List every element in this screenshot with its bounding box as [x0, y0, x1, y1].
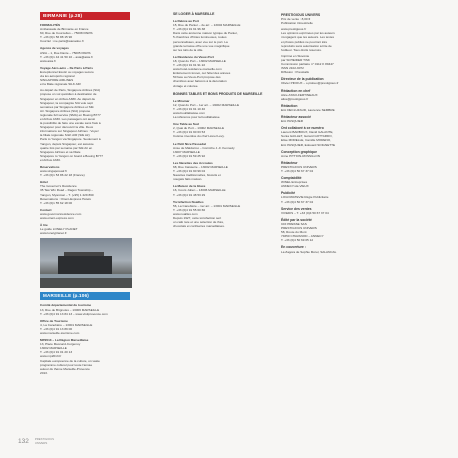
- info-line: Les opinions exprimées par les auteurs: [281, 31, 335, 36]
- info-line: T. +33 (0)4 91 90 99 04: [173, 169, 206, 174]
- info-line: et Airbus A330.: [40, 157, 61, 162]
- block-title: Office de Tourisme: [40, 318, 68, 323]
- info-line: un café rare et une sélection de thés,: [173, 220, 224, 225]
- venue-name: Torréfaction Noailles: [173, 199, 204, 204]
- info-line: La Zagora de Sophie Morel, SALANCAL: [281, 249, 337, 254]
- info-block: [40, 223, 130, 235]
- venue-name: La Relève au Port: [173, 19, 199, 24]
- info-block: [281, 161, 393, 173]
- info-line: reproduits sans autorisation écrite de: [281, 43, 332, 48]
- info-line: Au départ de Paris, Singapore Airlines (SIA): [40, 88, 101, 93]
- info-line: Cuisine inventive du chef Lionel Lévy.: [173, 134, 225, 139]
- lodging-list: [173, 19, 272, 88]
- info-line: www.hotel-residence-marseille.com: [173, 67, 222, 72]
- venue-name: La Résidence du Vieux-Port: [173, 54, 214, 59]
- info-line: T. +33 (0)4 91 91 10 40: [173, 106, 206, 111]
- info-line: T. +33 (0)4 50 69 05 12: [281, 238, 314, 243]
- info-line: T. +33 (0)4 91 91 96 38: [173, 27, 206, 32]
- info-line: et Airbus A330. Les passagers ont aussi: [40, 116, 96, 121]
- info-block: [281, 54, 393, 74]
- info-line: la possibilité de faire une escale sans frais à: [40, 121, 101, 126]
- info-line: Yangon, Myanmar – T. (+95) 1 229 860: [40, 192, 94, 197]
- info-line: 2, Quai du Port – 13002 MARSEILLE: [173, 126, 225, 131]
- info-line: vintage et colorée.: [173, 83, 199, 88]
- info-line: propose un vol quotidien à destination de: [40, 92, 97, 97]
- column-left: [40, 12, 130, 375]
- block-title: Hôtel: [40, 180, 48, 185]
- info-block: [40, 338, 130, 375]
- info-line: Ambassade de Birmanie en France: [40, 27, 89, 32]
- block-title: FORMALITÉS: [40, 23, 61, 27]
- masthead-heading: Rédacteur associé: [281, 114, 311, 119]
- info-line: Depuis 1927, cette torréfaction sert: [173, 216, 222, 221]
- info-block: [173, 55, 272, 88]
- info-line: The Governor's Residence: [40, 184, 77, 189]
- info-block: [281, 126, 393, 146]
- info-line: personnalisées, avec vue sur le port. La: [173, 39, 228, 44]
- info-line: 60, Rue de Courcelles – 75008 PARIS: [40, 31, 93, 36]
- block-title: Agence de voyages: [40, 46, 69, 51]
- info-line: Imprimé en Slovénie: [281, 53, 310, 58]
- info-line: www.asia.fr: [40, 58, 56, 63]
- info-block: [40, 208, 130, 220]
- info-line: VIVEDIS – T. +33 (0)4 50 67 37 04: [281, 210, 329, 215]
- info-block: [173, 200, 272, 229]
- info-line: Dans cette ancienne maison typique du Panier,: [173, 31, 238, 36]
- info-line: T. +33 (0)4 91 55 60 66: [173, 207, 206, 212]
- venue-name: La Maison de la Glace: [173, 184, 206, 189]
- info-line: Exceptionnel Exotic ou voyages secure: [40, 69, 94, 74]
- info-block: [281, 115, 393, 123]
- info-block: [281, 104, 393, 112]
- info-line: et photos publiés ne pourront être: [281, 39, 328, 44]
- info-line: www.marseille-tourisme.com: [40, 330, 80, 335]
- masthead-heading: Rédaction en chef: [281, 88, 311, 93]
- info-line: www.governorsresidence.com: [40, 211, 82, 216]
- info-line: T. +33 (0)4 91 01 20 13: [40, 350, 73, 355]
- masthead-heading: Ont collaboré à ce numéro: [281, 126, 324, 131]
- info-line: Singapour pour découvrir la ville. Deux: [40, 125, 94, 130]
- info-line: Le guide LONELY PLANET: [40, 227, 78, 232]
- info-block: [281, 150, 393, 158]
- info-line: Singapore Airlines et sa filiale: [40, 149, 81, 154]
- info-line: ISSN 2102-9072: [281, 66, 304, 71]
- food-heading: BONNES TABLES ET BONS PRODUITS DE MARSEILLE: [173, 91, 263, 96]
- info-line: 56, La Canebière – 1er arr. – 13001 MARSEILLE: [173, 203, 241, 208]
- section-birmanie-body: [40, 23, 130, 235]
- page-footer: [18, 438, 54, 445]
- info-block: [173, 161, 272, 181]
- info-line: www.orient-express.com: [40, 216, 74, 221]
- info-line: Laurent BARBOUX, David GALANTE,: [281, 130, 334, 135]
- info-line: 12, Quai du Port – 1er arr. – 13002 MARSEILLE: [173, 102, 240, 107]
- section-header-birmanie: BIRMANIE (p.28): [40, 12, 130, 20]
- info-line: Prix de vente : 8,00 €: [281, 17, 311, 22]
- info-line: régionale full service (SMA) en Boeing B777: [40, 112, 101, 117]
- info-line: Capitale européenne de la culture, un vaste: [40, 358, 100, 363]
- info-line: Diffusion : Presstalis: [281, 70, 309, 75]
- info-block: [40, 165, 130, 177]
- info-block: [281, 27, 393, 52]
- info-block: [40, 319, 130, 335]
- info-block: [173, 142, 272, 158]
- info-line: 15, Rue du Panier – 2e arr. – 13002 MARSEILLE: [173, 23, 241, 28]
- info-line: PRESTIGIOUS UNIVERS: [281, 226, 317, 231]
- info-line: T. +33 (0)1 55 62 18 00: [40, 200, 73, 205]
- info-line: www.bouillabaisse.com: [173, 110, 205, 115]
- info-block: [173, 184, 272, 196]
- masthead-heading: Publicité: [281, 191, 296, 196]
- info-line: 74650 CHAVANOD – ANNECY: [281, 234, 324, 239]
- info-line: Eric DECLUZAUD, Laurence SEMBRE: [281, 107, 335, 112]
- info-line: Air. Singapore Airlines (SIA) propose: [40, 108, 91, 113]
- info-line: ANNECY-LE-VIEUX: [281, 184, 309, 189]
- block-title: À lire: [40, 223, 48, 228]
- info-line: T. +33 (0)4 91 13 84 13 – www.visitprovence.com: [40, 311, 108, 316]
- info-line: 2013.: [40, 370, 48, 375]
- info-block: [173, 99, 272, 119]
- info-line: grande terrasse offre une vue magnifique: [173, 43, 230, 48]
- info-line: 13002 MARSEILLE: [40, 346, 67, 351]
- masthead-heading: Directeur de la publication: [281, 77, 324, 82]
- info-line: Yangon, depuis Singapour, est assurée: [40, 141, 94, 146]
- info-line: Singapour, la compagnie SIA vole sept: [40, 100, 93, 105]
- info-block: [281, 207, 393, 215]
- venue-name: Les Navettes des Accoules: [173, 160, 213, 165]
- section-marseille-body: [40, 303, 130, 375]
- info-line: 13, Place Mesnard-Corgenoy: [40, 342, 81, 347]
- info-line: T. +33 (0)1 56 88 15 90: [40, 35, 73, 40]
- block-title: Contact: [40, 207, 52, 212]
- info-line: T. +33 (0)4 91 48 53 29: [173, 192, 206, 197]
- info-line: CDI PRESSE SAS: [281, 221, 307, 226]
- venue-name: Une Table au Sud: [173, 122, 199, 127]
- info-line: chambres avec balcons à la décoration: [173, 79, 227, 84]
- masthead-heading: Service des ventes: [281, 206, 312, 211]
- column-middle: [173, 10, 272, 228]
- info-block: [281, 13, 393, 25]
- info-line: 68, Rue Caisserie – 13002 MARSEILLE: [173, 165, 228, 169]
- info-line: Réservations : Orient-Express Hotels: [40, 196, 91, 201]
- info-line: Eric PASQUIER, Edouard SOIGNETTE: [281, 142, 336, 147]
- info-line: T. +33 (0)4 50 67 37 04: [281, 169, 314, 173]
- info-line: Navettes traditionnelles, biscuits et: [173, 173, 221, 178]
- info-line: via les aéroports regional: [40, 74, 75, 79]
- marseille-building-photo: [40, 238, 132, 288]
- info-block: [173, 122, 272, 138]
- venue-name: Le Petit Nice Passedat: [173, 141, 207, 146]
- masthead-heading: Conception graphique: [281, 149, 317, 154]
- info-line: Alice ASSO-FERTINEAUX: [281, 92, 318, 97]
- info-line: T. +33 (0)1 44 41 50 10 – asia@asia.fr: [40, 54, 93, 59]
- block-title: Réservations: [40, 165, 60, 169]
- photo-ground: [40, 278, 132, 288]
- info-block: [40, 66, 130, 86]
- info-block: [173, 19, 272, 52]
- info-block: [281, 77, 393, 85]
- masthead-heading: Comptabilité: [281, 176, 302, 181]
- info-line: 50 face au Vieux-Port propose des: [173, 75, 221, 80]
- info-line: T. +33 (0)4 50 67 37 04: [281, 199, 314, 204]
- info-line: Entièrement rénové, cet hôtel des années: [173, 71, 231, 76]
- info-block: [281, 245, 393, 253]
- venue-name: Le Miramar: [173, 98, 190, 103]
- info-line: WINEL Entreprises: [281, 180, 308, 185]
- masthead-heading: Édité par la société: [281, 217, 312, 222]
- info-line: La référence pour la bouillabaisse.: [173, 115, 221, 120]
- info-block: [40, 88, 130, 162]
- info-block: [281, 176, 393, 188]
- info-line: LOGOWATEVIE Régie Publicitaire: [281, 195, 329, 200]
- info-line: T. +33 (0)4 91 91 91 22: [173, 63, 206, 68]
- info-line: Courriel : me.paris@wanadoo.fr: [40, 39, 84, 44]
- info-line: www.singaporeair.fr: [40, 169, 67, 174]
- info-block: [281, 191, 393, 203]
- info-line: 13, Rue de Brignoles – 13006 MARSEILLE: [40, 307, 100, 312]
- info-line: 4, La Canebière – 13001 MARSEILLE: [40, 322, 93, 327]
- info-line: 5 chambres d'hôtes lumineuses, toutes: [173, 35, 227, 40]
- info-block: [281, 218, 393, 243]
- info-line: Olivier PIDOUX – o.pidoux@prestigious.fr: [281, 81, 339, 86]
- masthead-heading: PRESTIGIOUS UNIVERS: [281, 13, 321, 17]
- info-line: 18, Quai du Port – 13002 MARSEILLE: [173, 58, 226, 63]
- info-line: T. +33 (0)4 91 59 25 92: [173, 153, 206, 158]
- info-line: Singapore to Yangon on board a Boeing B777: [40, 153, 104, 158]
- info-line: 58, Route du Mont: [281, 230, 307, 235]
- info-line: Anne PITTION-ROSSILLON: [281, 153, 321, 158]
- info-line: Singapour en Airbus A380. Au départ de: [40, 96, 96, 101]
- info-line: chocolats et confiseries marseillaises.: [173, 224, 225, 229]
- info-line: T. +33 (0)4 91 13 89 00: [40, 326, 73, 331]
- masthead-blocks: [281, 13, 393, 254]
- page-number: 132: [18, 438, 29, 445]
- food-list: [173, 99, 272, 229]
- info-line: Elise MORELLE, Camille MORENO,: [281, 138, 332, 143]
- info-line: www.prestigious.fr: [281, 27, 307, 32]
- footer-brand: [35, 438, 54, 444]
- block-title: Comité départemental du tourisme: [40, 303, 92, 308]
- info-block: [40, 23, 130, 43]
- info-line: par SCHEIDER TISK: [281, 57, 310, 62]
- masthead-heading: Rédaction: [281, 103, 298, 108]
- info-line: nougats faits maison.: [173, 177, 203, 182]
- info-line: Sonia GAILLET, Gérard GOTTARDO,: [281, 134, 333, 139]
- info-line: 35 Taw Win Road – Dagon Township –: [40, 188, 94, 193]
- column-right-masthead: [281, 10, 393, 254]
- info-block: [40, 180, 130, 205]
- info-line: 16, Cours Julien – 13006 MARSEILLE: [173, 188, 226, 193]
- info-line: autour du thème Marseille-Provence: [40, 366, 90, 371]
- info-line: Commission paritaire n° 0112 K 89447: [281, 62, 334, 67]
- info-line: Publication trimestrielle: [281, 21, 313, 26]
- info-line: www.noailles.com: [173, 211, 198, 216]
- info-line: Paris to Yangon via Singapore. Seulement à: [40, 137, 101, 142]
- info-line: l'éditeur. Tous droits réservés.: [281, 47, 322, 52]
- block-title: MP2013 – La Région Marseillaise: [40, 338, 89, 343]
- info-line: T. +33 (0)4 91 90 63 53: [173, 130, 206, 135]
- info-line: semaines par Singapore Airlines et Silk: [40, 104, 94, 109]
- info-line: programme culturel pour toute l'année: [40, 362, 93, 367]
- info-line: informations sur Singapour Airlines : Voyez: [40, 129, 99, 134]
- info-line: PRESTIGIOUS UNIVERS: [281, 164, 317, 169]
- info-line: sur les toits de la ville.: [173, 47, 204, 52]
- info-line: 13007 MARSEILLE: [173, 149, 200, 154]
- masthead-heading: Rédacteur: [281, 160, 298, 165]
- info-line: ASIA – 1, Rue Dante – 75005 PARIS: [40, 50, 91, 55]
- info-block: [281, 89, 393, 101]
- info-line: quatre fois par semaine par Silk Air en: [40, 145, 93, 150]
- footer-brand-line1: PRESTIGIOUS: [34, 437, 54, 442]
- lodging-heading: SE LOGER À MARSEILLE: [173, 12, 215, 16]
- info-line: et la filiale régionale SILK AIR: [40, 82, 81, 87]
- footer-brand-line2: UNIVERS: [34, 440, 48, 445]
- section-header-marseille: MARSEILLE (p.106): [40, 292, 130, 300]
- info-line: www.mp2013.fr: [40, 354, 62, 359]
- masthead-heading: En couverture :: [281, 245, 306, 250]
- info-line: Eric PASQUIER: [281, 119, 303, 124]
- info-line: alice@prestigious.fr: [281, 96, 309, 101]
- info-line: n'engagent que les auteurs. Les textes: [281, 35, 335, 40]
- info-line: T. +33 (0)1 53 86 22 18 (France): [40, 173, 85, 178]
- info-line: Anse de Maldormé – Corniche J.-F. Kennedy: [173, 145, 235, 150]
- info-line: www.lonelyplanet.fr: [40, 231, 67, 236]
- info-block: [40, 46, 130, 62]
- info-line: la filiale régionale SILK AIR (Silk Air): [40, 133, 90, 138]
- info-line: SINGAPORE AIRLINES: [40, 78, 74, 83]
- block-title: Voyage Aéro-aéro – De Paris à Paris: [40, 65, 93, 70]
- info-block: [40, 303, 130, 315]
- photo-building: [58, 256, 112, 276]
